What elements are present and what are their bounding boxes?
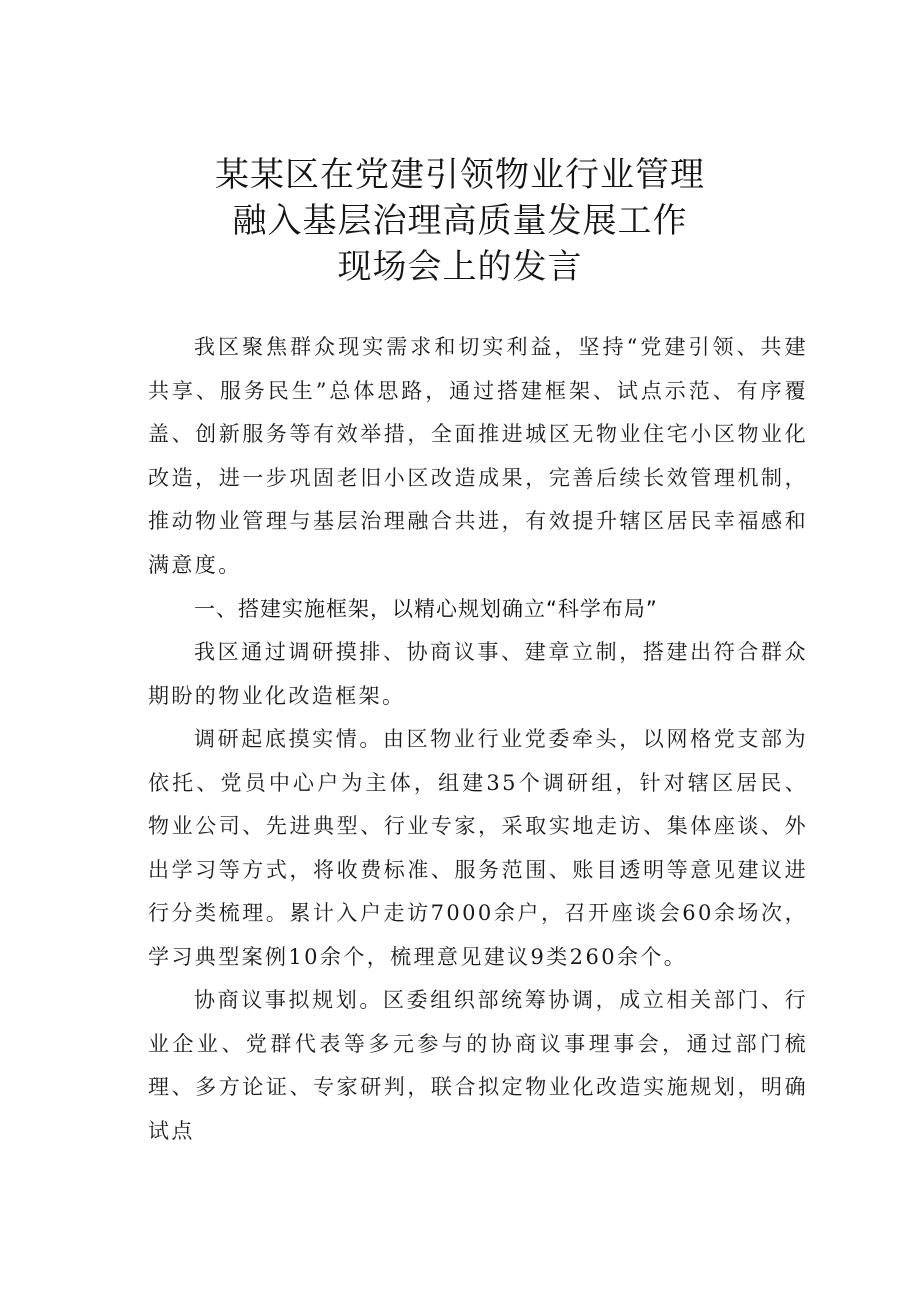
research-paragraph: 调研起底摸实情。由区物业行业党委牵头，以网格党支部为依托、党员中心户为主体，组建35个调研组，针对辖区居民、物业公司、先进典型、行业专家，采取实地走访、集体座谈、外出学习等方式，将收费标准、服务范围、账目透明等意见建议进行分类梳理。累计入户走访7000余户，召开座谈会60余场次，学习典型案例10余个，梳理意见建议9类260余个。: [148, 727, 808, 969]
intro-paragraph: 我区聚焦群众现实需求和切实利益，坚持“党建引领、共建共享、服务民生”总体思路，通过搭建框架、试点示范、有序覆盖、创新服务等有效举措，全面推进城区无物业住宅小区物业化改造，进一步巩固老旧小区改造成果，完善后续长效管理机制，推动物业管理与基层治理融合共进，有效提升辖区居民幸福感和满意度。: [148, 335, 808, 577]
document-body: [148, 326, 808, 1153]
section-1-intro-paragraph: 我区通过调研摸排、协商议事、建章立制，搭建出符合群众期盼的物业化改造框架。: [148, 640, 808, 708]
consultation-paragraph: 协商议事拟规划。区委组织部统筹协调，成立相关部门、行业企业、党群代表等多元参与的协商议事理事会，通过部门梳理、多方论证、专家研判，联合拟定物业化改造实施规划，明确试点: [148, 988, 808, 1143]
document-title: [0, 152, 920, 290]
section-1-heading: 一、搭建实施框架，以精心规划确立“科学布局”: [194, 597, 658, 621]
title-line-3: 现场会上的发言: [337, 247, 583, 287]
title-line-1: 某某区在党建引领物业行业管理: [215, 155, 705, 195]
title-line-2: 融入基层治理高质量发展工作: [232, 201, 688, 241]
